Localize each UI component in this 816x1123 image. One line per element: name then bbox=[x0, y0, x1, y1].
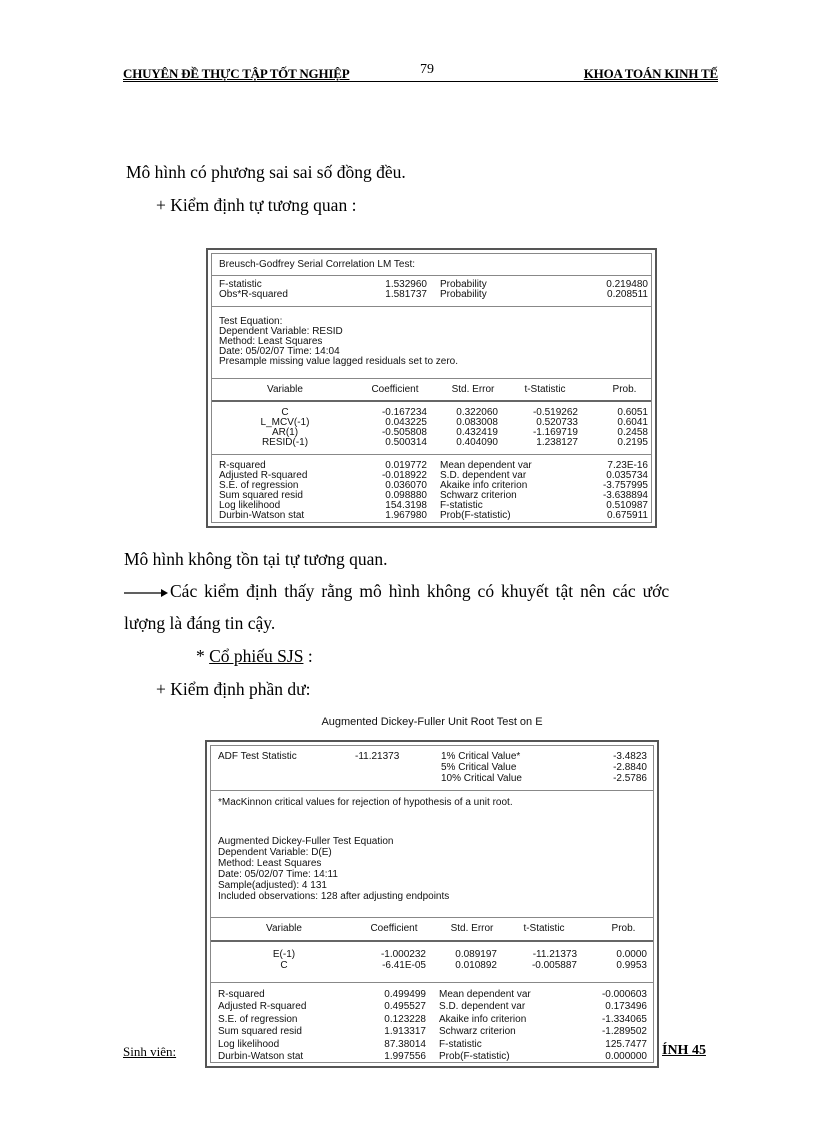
summary-value: 0.499499 bbox=[384, 989, 426, 1000]
equation-line: Sample(adjusted): 4 131 bbox=[218, 880, 327, 891]
summary-label: Sum squared resid bbox=[219, 490, 303, 501]
equation-line: Presample missing value lagged residuals set to zero. bbox=[219, 356, 459, 367]
summary-label: S.E. of regression bbox=[218, 1013, 298, 1025]
coef-value: 0.404090 bbox=[456, 437, 498, 448]
coef-value: -11.21373 bbox=[532, 949, 577, 960]
adf-coef-section bbox=[211, 942, 653, 983]
column-header: Variable bbox=[266, 923, 302, 934]
equation-line: Method: Least Squares bbox=[219, 336, 323, 347]
adf-note: *MacKinnon critical values for rejection of hypothesis of a unit root. bbox=[218, 797, 513, 808]
coef-value: 0.0000 bbox=[616, 949, 647, 960]
summary-value: 1.913317 bbox=[384, 1026, 426, 1038]
variable-name: RESID(-1) bbox=[261, 437, 309, 448]
summary-value: 0.035734 bbox=[606, 470, 648, 481]
heading-autocorrelation-test: + Kiểm định tự tương quan : bbox=[156, 195, 357, 215]
summary-label: Durbin-Watson stat bbox=[219, 510, 305, 521]
summary-label: Prob(F-statistic) bbox=[440, 510, 511, 521]
critical-label: 5% Critical Value bbox=[441, 762, 517, 773]
summary-label: Adjusted R-squared bbox=[218, 1001, 307, 1013]
column-header: Coefficient bbox=[371, 384, 419, 395]
summary-label: Log likelihood bbox=[218, 1038, 280, 1050]
coef-value: -0.167234 bbox=[381, 407, 427, 418]
paragraph-conclusion-line1: Các kiểm định thấy rằng mô hình không có khuyết tật nên các ước bbox=[170, 581, 670, 601]
coef-value: 0.2458 bbox=[617, 427, 648, 438]
summary-value: 0.000000 bbox=[605, 1051, 647, 1062]
stat-value: 1.581737 bbox=[385, 289, 427, 300]
stat-label: F-statistic bbox=[219, 279, 262, 290]
variable-name: L_MCV(-1) bbox=[260, 417, 310, 428]
coef-value: -1.169719 bbox=[532, 427, 578, 438]
coef-value: 0.089197 bbox=[455, 949, 497, 960]
summary-value: 0.019772 bbox=[385, 460, 427, 471]
right-arrow-icon bbox=[124, 587, 168, 599]
column-header: Prob. bbox=[611, 923, 636, 934]
summary-label: S.E. of regression bbox=[219, 480, 299, 491]
variable-name: AR(1) bbox=[271, 427, 299, 438]
bg-stats-section bbox=[212, 276, 651, 307]
sjs-colon: : bbox=[303, 646, 313, 666]
coef-value: 0.010892 bbox=[455, 960, 497, 971]
coef-value: -6.41E-05 bbox=[382, 960, 426, 971]
footer-class: ÍNH 45 bbox=[662, 1043, 706, 1058]
paragraph-conclusion-line2: lượng là đáng tin cậy. bbox=[124, 613, 276, 633]
bg-coef-section bbox=[212, 402, 651, 455]
summary-value: 87.38014 bbox=[384, 1038, 426, 1050]
header-title: CHUYÊN ĐỀ THỰC TẬP TỐT NGHIỆP bbox=[123, 66, 350, 81]
sjs-bullet: * bbox=[196, 646, 210, 666]
summary-label: F-statistic bbox=[440, 500, 483, 511]
bg-test-table bbox=[206, 248, 657, 528]
coef-value: -0.005887 bbox=[531, 960, 577, 971]
critical-label: 10% Critical Value bbox=[441, 773, 522, 784]
header-department: KHOA TOÁN KINH TẾ bbox=[583, 66, 718, 81]
column-header: t-Statistic bbox=[523, 923, 565, 934]
coef-value: 0.6051 bbox=[617, 407, 648, 418]
column-header: Std. Error bbox=[450, 923, 494, 934]
summary-label: Adjusted R-squared bbox=[219, 470, 308, 481]
summary-label: Mean dependent var bbox=[439, 989, 531, 1000]
summary-label: Log likelihood bbox=[219, 500, 281, 511]
column-header: Variable bbox=[267, 384, 303, 395]
stat-value: 1.532960 bbox=[385, 279, 427, 290]
sjs-label: Cổ phiếu SJS bbox=[209, 646, 304, 666]
coef-value: 0.083008 bbox=[456, 417, 498, 428]
equation-line: Method: Least Squares bbox=[218, 858, 322, 869]
coef-value: -1.000232 bbox=[380, 949, 426, 960]
bg-columns-section bbox=[212, 379, 651, 402]
coef-value: 0.2195 bbox=[617, 437, 648, 448]
summary-value: 1.967980 bbox=[385, 510, 427, 521]
summary-label: Schwarz criterion bbox=[440, 490, 517, 501]
summary-label: Durbin-Watson stat bbox=[218, 1051, 304, 1062]
column-header: Std. Error bbox=[451, 384, 495, 395]
adf-test-table bbox=[205, 740, 659, 1068]
summary-value: 7.23E-16 bbox=[607, 460, 648, 471]
page-header bbox=[123, 64, 718, 84]
coef-value: 0.322060 bbox=[456, 407, 498, 418]
adf-equation-section bbox=[211, 791, 653, 918]
footer-student: Sinh viên: bbox=[123, 1044, 177, 1059]
summary-value: -0.018922 bbox=[381, 470, 427, 481]
critical-value: -2.5786 bbox=[613, 773, 647, 784]
summary-label: Sum squared resid bbox=[218, 1026, 302, 1038]
coef-value: 0.9953 bbox=[616, 960, 647, 971]
summary-label: F-statistic bbox=[439, 1038, 482, 1050]
summary-label: Prob(F-statistic) bbox=[439, 1051, 510, 1062]
coef-value: 0.500314 bbox=[385, 437, 427, 448]
summary-value: 0.495527 bbox=[384, 1001, 426, 1013]
bg-summary-section bbox=[212, 455, 651, 526]
coef-value: 0.432419 bbox=[456, 427, 498, 438]
summary-value: 1.997556 bbox=[384, 1051, 426, 1062]
summary-label: S.D. dependent var bbox=[439, 1001, 526, 1013]
coef-value: -0.505808 bbox=[381, 427, 427, 438]
summary-value: 0.123228 bbox=[384, 1013, 426, 1025]
adf-title: Augmented Dickey-Fuller Unit Root Test on E bbox=[321, 716, 543, 728]
adf-summary-section bbox=[211, 983, 653, 1066]
header-rule bbox=[123, 81, 718, 82]
stat-label: Obs*R-squared bbox=[219, 289, 288, 300]
coef-value: 0.043225 bbox=[385, 417, 427, 428]
summary-value: 0.173496 bbox=[605, 1001, 647, 1013]
coef-value: 1.238127 bbox=[536, 437, 578, 448]
adf-stat-section bbox=[211, 746, 653, 791]
summary-value: 0.098880 bbox=[385, 490, 427, 501]
summary-value: 0.675911 bbox=[607, 510, 648, 521]
coef-value: 0.520733 bbox=[536, 417, 578, 428]
summary-label: Akaike info criterion bbox=[440, 480, 528, 491]
equation-line: Date: 05/02/07 Time: 14:04 bbox=[219, 346, 340, 357]
summary-value: -3.638894 bbox=[602, 490, 648, 501]
summary-value: -1.334065 bbox=[601, 1013, 647, 1025]
bg-title: Breusch-Godfrey Serial Correlation LM Test: bbox=[219, 259, 416, 270]
column-header: Prob. bbox=[612, 384, 637, 395]
summary-label: R-squared bbox=[219, 460, 266, 471]
summary-value: -3.757995 bbox=[602, 480, 648, 491]
page-number: 79 bbox=[420, 62, 434, 77]
column-header: t-Statistic bbox=[524, 384, 566, 395]
summary-value: 125.7477 bbox=[605, 1038, 647, 1050]
prob-value: 0.219480 bbox=[606, 279, 648, 290]
prob-label: Probability bbox=[440, 279, 487, 290]
summary-value: 154.3198 bbox=[385, 500, 427, 511]
critical-value: -2.8840 bbox=[613, 762, 647, 773]
summary-value: -1.289502 bbox=[601, 1026, 647, 1038]
prob-value: 0.208511 bbox=[607, 289, 648, 300]
variable-name: E(-1) bbox=[272, 949, 296, 960]
coef-value: -0.519262 bbox=[532, 407, 578, 418]
variable-name: C bbox=[281, 407, 289, 418]
bg-title-section bbox=[212, 254, 651, 276]
column-header: Coefficient bbox=[370, 923, 418, 934]
summary-label: R-squared bbox=[218, 989, 265, 1000]
heading-sjs-stock bbox=[196, 646, 313, 667]
critical-value: -3.4823 bbox=[613, 751, 647, 762]
equation-line: Dependent Variable: RESID bbox=[219, 326, 343, 337]
summary-value: 0.036070 bbox=[385, 480, 427, 491]
summary-value: 0.510987 bbox=[606, 500, 648, 511]
summary-label: Schwarz criterion bbox=[439, 1026, 516, 1038]
equation-line: Included observations: 128 after adjusting endpoints bbox=[218, 891, 450, 902]
adf-stat-label: ADF Test Statistic bbox=[218, 751, 297, 762]
critical-label: 1% Critical Value* bbox=[441, 751, 521, 762]
variable-name: C bbox=[280, 960, 288, 971]
equation-line: Augmented Dickey-Fuller Test Equation bbox=[218, 836, 394, 847]
equation-line: Test Equation: bbox=[219, 316, 283, 327]
summary-label: Akaike info criterion bbox=[439, 1013, 527, 1025]
adf-stat-value: -11.21373 bbox=[355, 751, 400, 762]
summary-value: -0.000603 bbox=[601, 989, 647, 1000]
coef-value: 0.6041 bbox=[617, 417, 648, 428]
equation-line: Dependent Variable: D(E) bbox=[218, 847, 332, 858]
equation-line: Date: 05/02/07 Time: 14:11 bbox=[218, 869, 338, 880]
summary-label: Mean dependent var bbox=[440, 460, 532, 471]
prob-label: Probability bbox=[440, 289, 487, 300]
adf-columns-section bbox=[211, 918, 653, 942]
paragraph-no-autocorrelation: Mô hình không tồn tại tự tương quan. bbox=[124, 549, 388, 569]
heading-residual-test: + Kiểm định phần dư: bbox=[156, 679, 311, 699]
bg-equation-section bbox=[212, 307, 651, 379]
paragraph-homoscedasticity: Mô hình có phương sai sai số đồng đều. bbox=[126, 162, 406, 182]
summary-label: S.D. dependent var bbox=[440, 470, 527, 481]
